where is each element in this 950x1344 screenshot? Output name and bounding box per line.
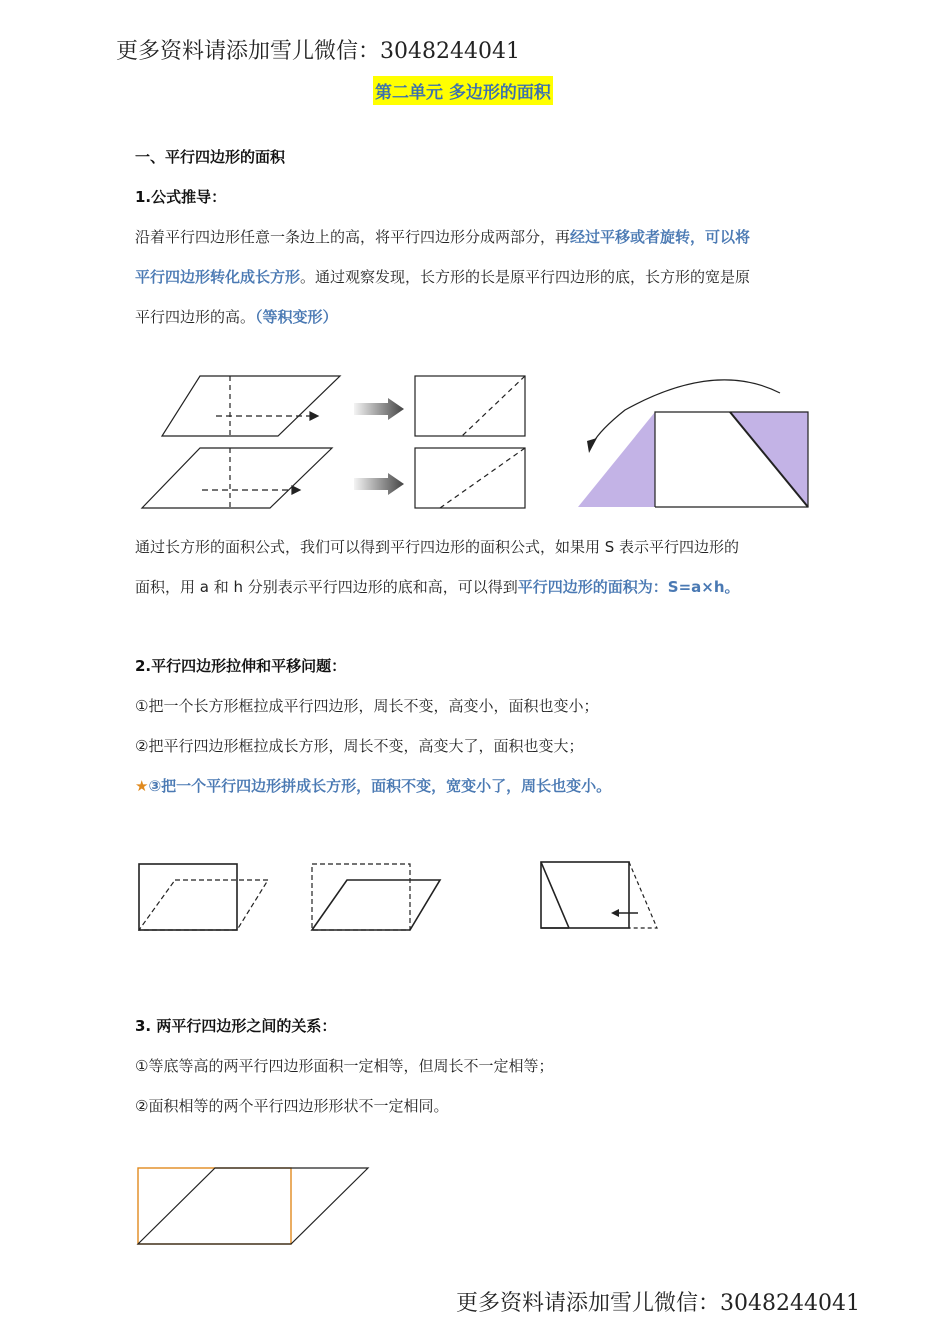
para1-line1 <box>135 226 750 247</box>
footer-note: 更多资料请添加雪儿微信：3048244041 <box>456 1291 860 1316</box>
rectangle-top <box>415 376 525 436</box>
para1-line2-text: 。通过观察发现，长方形的长是原平行四边形的底，长方形的宽是原 <box>300 268 751 286</box>
orange-rectangle <box>138 1168 291 1244</box>
area-formula-highlight: 平行四边形的面积为：S=a×h。 <box>517 578 740 596</box>
section3-heading: 3. 两平行四边形之间的关系： <box>135 1017 337 1035</box>
rotation-arrowhead <box>587 438 597 453</box>
parallelogram <box>138 1168 368 1244</box>
block-arrow-bottom <box>354 473 404 495</box>
section2-item2: ②把平行四边形框拉成长方形，周长不变，高变大了，面积也变大； <box>135 737 584 755</box>
sub1-heading: 1.公式推导： <box>135 188 227 206</box>
parallelogram-solid-2 <box>312 880 440 930</box>
para2-line1: 通过长方形的面积公式，我们可以得到平行四边形的面积公式，如果用 S 表示平行四边形的 <box>135 538 740 556</box>
rotation-figure <box>575 375 815 510</box>
section2-item1: ①把一个长方形框拉成平行四边形，周长不变，高变小，面积也变小； <box>135 697 599 715</box>
section3-item1: ①等底等高的两平行四边形面积一定相等，但周长不一定相等； <box>135 1057 554 1075</box>
para1-line3-text: 平行四边形的高。 <box>135 308 256 326</box>
purple-triangle-left <box>578 412 655 507</box>
star-icon: ★ <box>135 777 149 795</box>
stretch-figure <box>135 858 665 938</box>
para1-line1-text: 沿着平行四边形任意一条边上的高，将平行四边形分成两部分，再 <box>135 228 571 246</box>
rectangle-solid-1 <box>139 864 237 930</box>
parallelogram-top <box>162 376 340 436</box>
rectangle-bottom <box>415 448 525 508</box>
section2-item3-text: ③把一个平行四边形拼成长方形，面积不变，宽变小了，周长也变小。 <box>148 777 612 795</box>
para1-line2-highlight: 平行四边形转化成长方形 <box>135 268 301 286</box>
equal-parallelograms-figure <box>135 1162 375 1252</box>
block-arrow-top <box>354 398 404 420</box>
parallelogram-bottom <box>142 448 332 508</box>
para1-line3-highlight: （等积变形） <box>255 308 338 326</box>
para1-line2 <box>135 266 750 287</box>
section2-item3 <box>135 775 611 796</box>
para2-line2 <box>135 576 740 597</box>
translation-figure <box>140 370 560 515</box>
section3-item2: ②面积相等的两个平行四边形形状不一定相同。 <box>135 1097 449 1115</box>
parallelogram-dashed-1 <box>139 880 268 930</box>
para2-line2-text: 面积，用 a 和 h 分别表示平行四边形的底和高，可以得到 <box>135 578 518 596</box>
header-note: 更多资料请添加雪儿微信：3048244041 <box>116 39 520 64</box>
section1-heading: 一、平行四边形的面积 <box>135 148 286 166</box>
rectangle-dashed-2 <box>312 864 410 930</box>
para1-line1-highlight: 经过平移或者旋转，可以将 <box>570 228 751 246</box>
para1-line3 <box>135 306 338 327</box>
page-title: 第二单元 多边形的面积 <box>373 76 553 105</box>
section2-heading: 2.平行四边形拉伸和平移问题： <box>135 657 347 675</box>
